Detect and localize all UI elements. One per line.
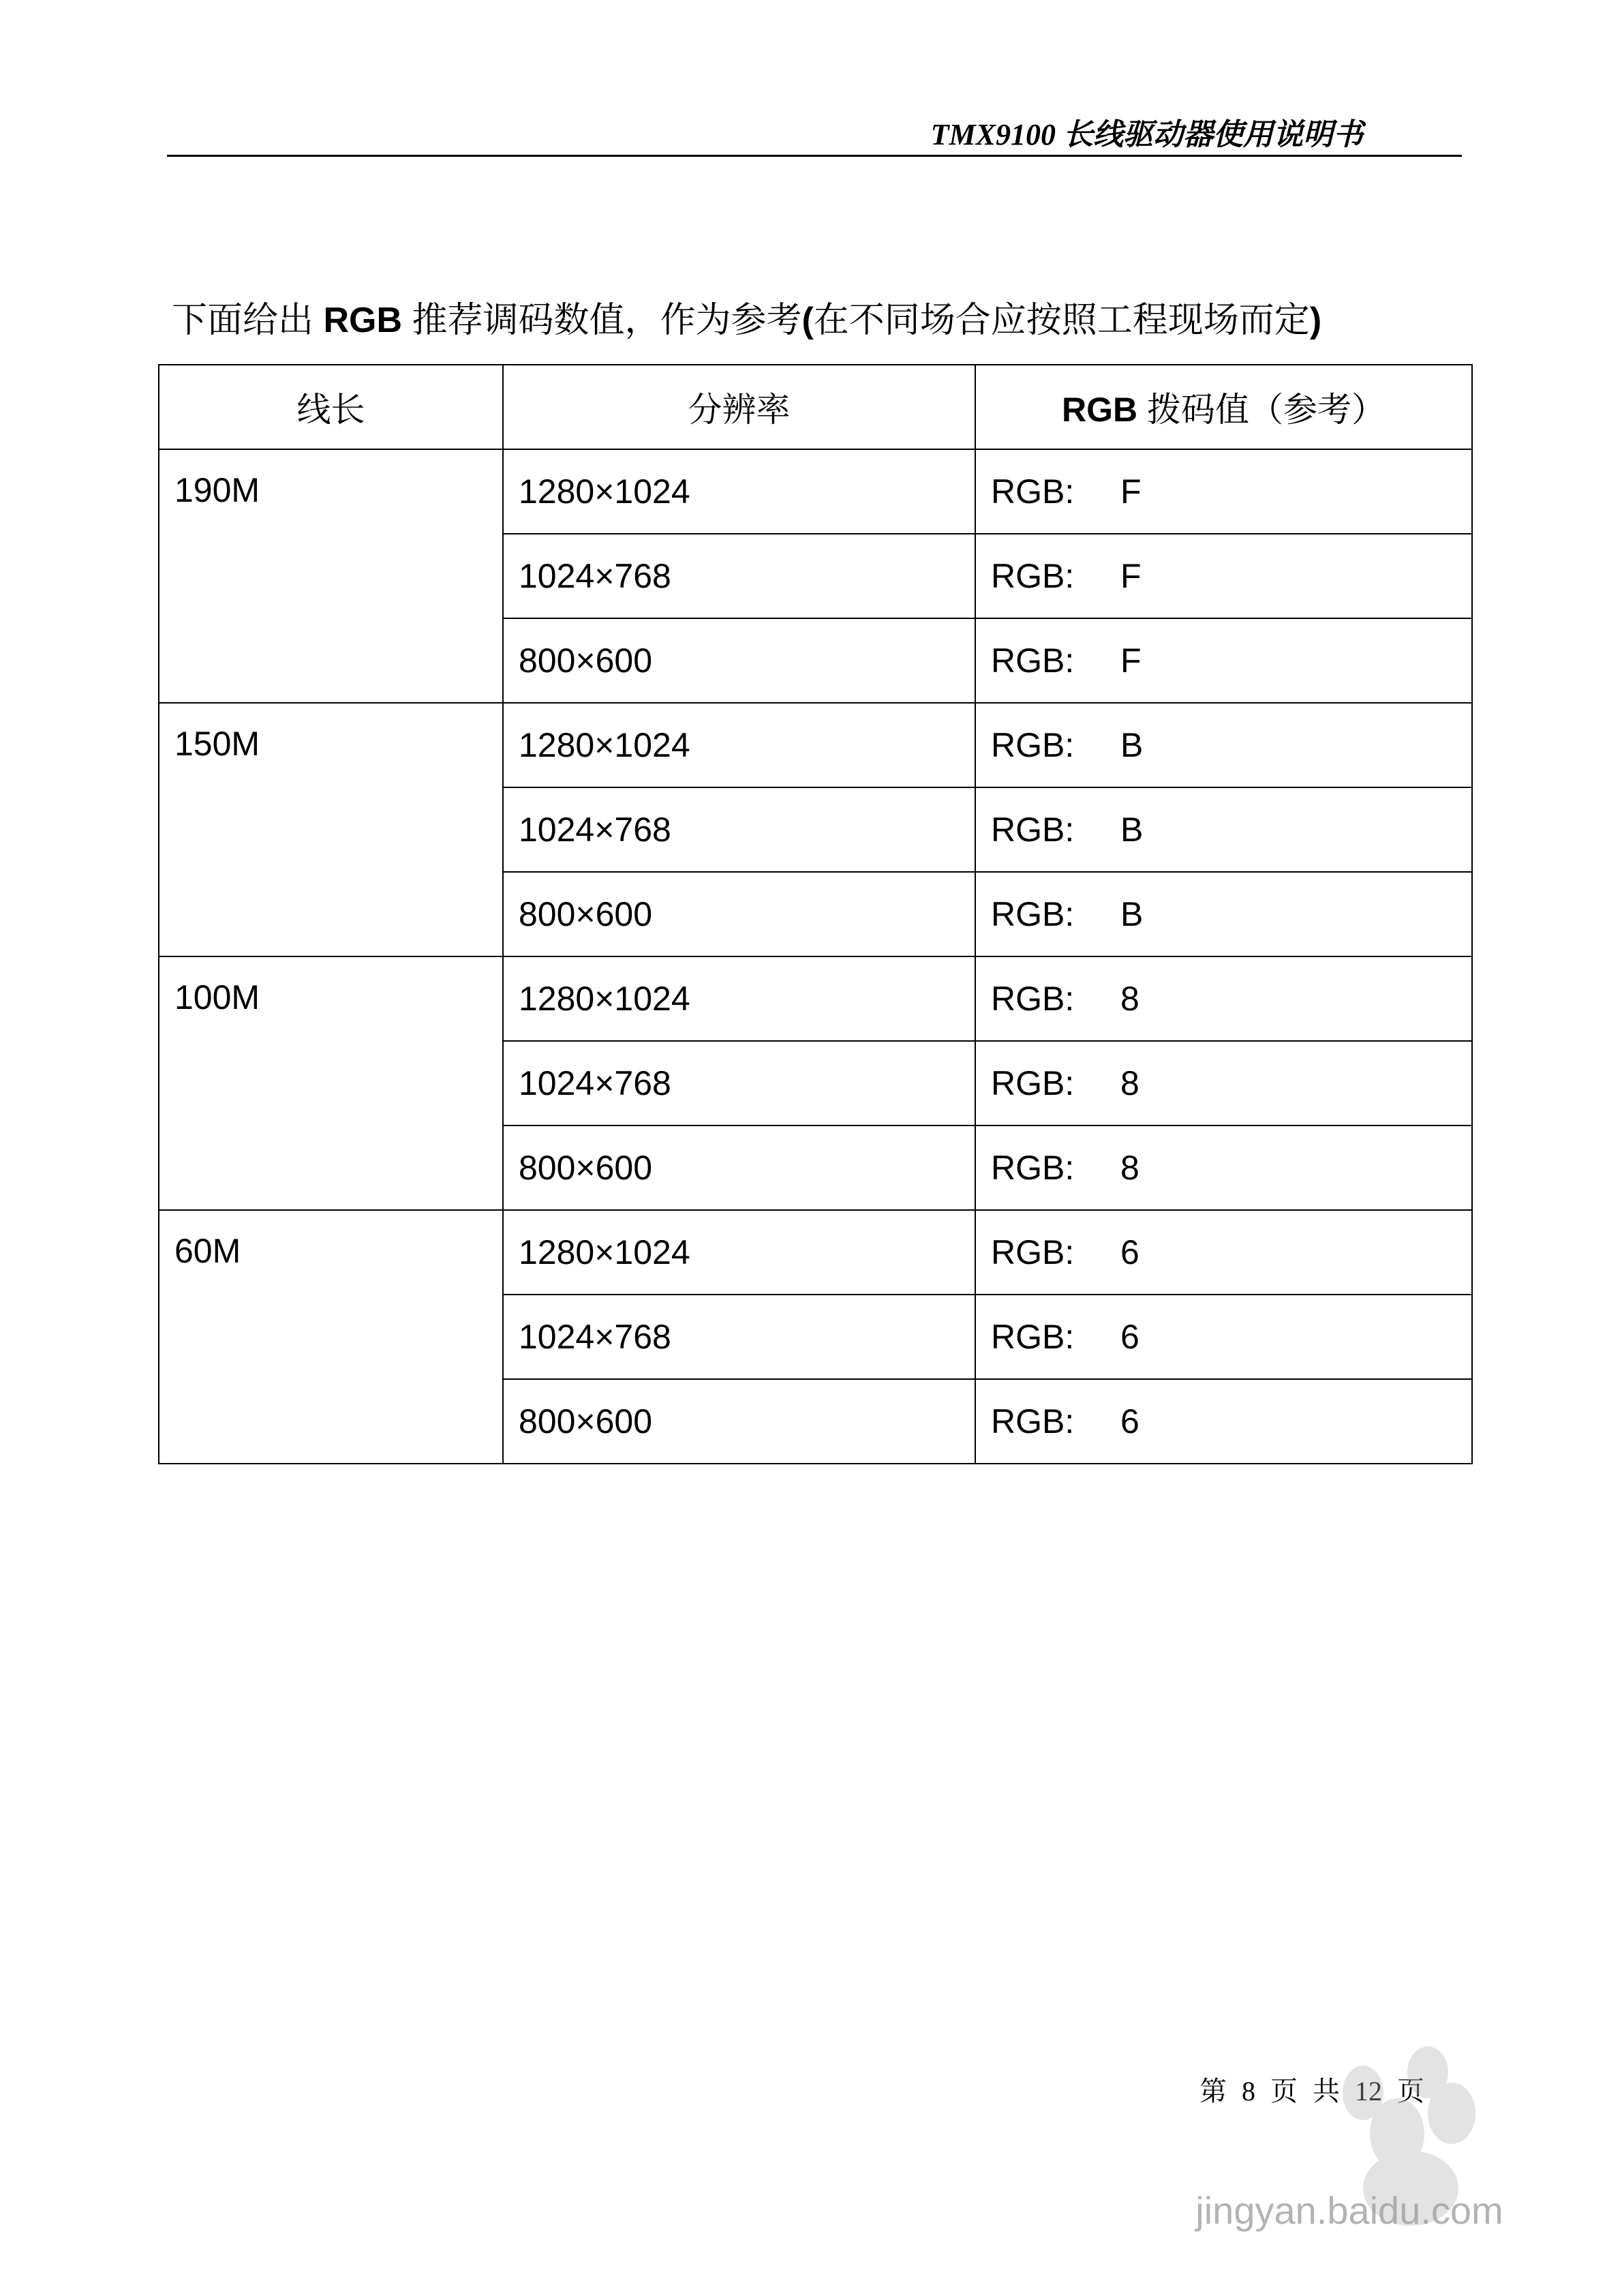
page-footer: 第 8 页 共 12 页 <box>1199 2076 1424 2106</box>
rgb-label: RGB: <box>991 1318 1075 1356</box>
header-value-bold: RGB <box>1061 391 1138 429</box>
cell-resolution: 1024×768 <box>503 1041 975 1126</box>
intro-paren-close: ) <box>1309 301 1322 340</box>
cell-resolution: 1024×768 <box>503 787 975 872</box>
cell-resolution: 1024×768 <box>503 1295 975 1379</box>
cell-resolution: 800×600 <box>503 618 975 703</box>
rgb-code: B <box>1120 895 1144 933</box>
header-cell-resolution: 分辨率 <box>503 365 975 449</box>
table-body <box>159 449 1472 1464</box>
table-row <box>159 703 1472 787</box>
cell-rgb-value <box>975 618 1472 703</box>
cell-resolution: 1280×1024 <box>503 1210 975 1295</box>
rgb-label: RGB: <box>991 811 1075 849</box>
intro-prefix: 下面给出 <box>172 301 324 340</box>
cell-resolution: 1280×1024 <box>503 449 975 534</box>
intro-bold-rgb: RGB <box>323 301 403 340</box>
header-divider <box>167 155 1462 157</box>
rgb-label: RGB: <box>991 641 1075 680</box>
rgb-label: RGB: <box>991 1064 1075 1102</box>
intro-paren-open: ( <box>801 301 814 340</box>
rgb-code: 8 <box>1120 980 1139 1018</box>
cell-rgb-value <box>975 703 1472 787</box>
cell-resolution: 800×600 <box>503 1379 975 1464</box>
intro-paragraph <box>172 294 1467 346</box>
cell-line-length: 190M <box>159 449 503 703</box>
rgb-code: F <box>1120 641 1142 680</box>
cell-line-length: 100M <box>159 956 503 1210</box>
rgb-settings-table <box>158 364 1473 1464</box>
table-row <box>159 449 1472 534</box>
rgb-label: RGB: <box>991 1149 1075 1187</box>
cell-rgb-value <box>975 956 1472 1041</box>
cell-rgb-value <box>975 1126 1472 1210</box>
rgb-code: 6 <box>1120 1402 1139 1440</box>
cell-rgb-value <box>975 1379 1472 1464</box>
rgb-label: RGB: <box>991 1402 1075 1440</box>
cell-rgb-value <box>975 1210 1472 1295</box>
rgb-code: F <box>1120 557 1142 595</box>
header-cell-length: 线长 <box>159 365 503 449</box>
cell-line-length: 60M <box>159 1210 503 1464</box>
rgb-label: RGB: <box>991 557 1075 595</box>
rgb-label: RGB: <box>991 980 1075 1018</box>
rgb-code: 6 <box>1120 1318 1139 1356</box>
cell-rgb-value <box>975 534 1472 618</box>
rgb-code: 8 <box>1120 1064 1139 1102</box>
cell-rgb-value <box>975 872 1472 956</box>
cell-resolution: 800×600 <box>503 1126 975 1210</box>
cell-rgb-value <box>975 787 1472 872</box>
rgb-code: B <box>1120 811 1144 849</box>
rgb-label: RGB: <box>991 472 1075 511</box>
cell-resolution: 1024×768 <box>503 534 975 618</box>
cell-rgb-value <box>975 1041 1472 1126</box>
watermark-url: jingyan.baidu.com <box>1195 2189 1503 2232</box>
cell-resolution: 800×600 <box>503 872 975 956</box>
cell-resolution: 1280×1024 <box>503 956 975 1041</box>
rgb-label: RGB: <box>991 895 1075 933</box>
cell-rgb-value <box>975 449 1472 534</box>
document-header-title: TMX9100 长线驱动器使用说明书 <box>930 118 1363 151</box>
table-row <box>159 956 1472 1041</box>
rgb-code: 6 <box>1120 1233 1139 1271</box>
rgb-label: RGB: <box>991 1233 1075 1271</box>
table-header-row <box>159 365 1472 449</box>
intro-paren-text: 在不同场合应按照工程现场而定 <box>813 301 1310 340</box>
rgb-code: 8 <box>1120 1149 1139 1187</box>
cell-rgb-value <box>975 1295 1472 1379</box>
header-cell-value <box>975 365 1472 449</box>
rgb-label: RGB: <box>991 726 1075 764</box>
intro-middle: 推荐调码数值，作为参考 <box>402 301 802 340</box>
cell-line-length: 150M <box>159 703 503 956</box>
rgb-code: F <box>1120 472 1142 511</box>
table-row <box>159 1210 1472 1295</box>
header-value-rest: 拨码值（参考） <box>1137 391 1386 429</box>
rgb-code: B <box>1120 726 1144 764</box>
cell-resolution: 1280×1024 <box>503 703 975 787</box>
